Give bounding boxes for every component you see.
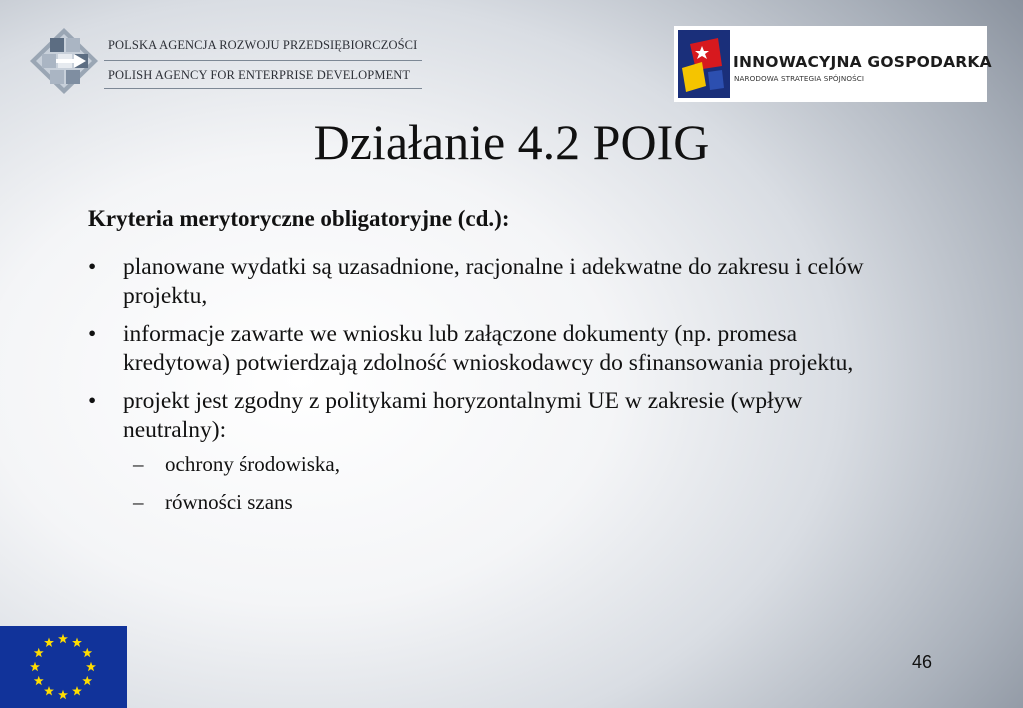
innowacyjna-gospodarka-mark-icon — [678, 30, 730, 98]
bullet-text: informacje zawarte we wniosku lub załączone dokumenty (np. promesa kredytowa) potwierdzają zdolność wnioskodawcy do sfinansowania projektu, — [123, 321, 854, 376]
sub-bullet-item: – równości szans — [123, 489, 886, 516]
agency-name-en: POLISH AGENCY FOR ENTERPRISE DEVELOPMENT — [108, 68, 411, 82]
sub-bullet-item: – ochrony środowiska, — [123, 451, 886, 478]
innowacyjna-gospodarka-logo — [674, 26, 992, 102]
page-number: 46 — [912, 652, 933, 672]
innowacyjna-gospodarka-title: INNOWACYJNA GOSPODARKA — [733, 53, 992, 71]
agency-name-pl: POLSKA AGENCJA ROZWOJU PRZEDSIĘBIORCZOŚCI — [108, 38, 418, 52]
bullet-item — [86, 387, 886, 516]
slide-title: Działanie 4.2 POIG — [313, 114, 710, 170]
parp-logo-icon — [28, 26, 100, 96]
sub-bullet-list — [123, 451, 886, 516]
bullet-text: planowane wydatki są uzasadnione, racjonalne i adekwatne do zakresu i celów projektu, — [123, 254, 864, 309]
agency-divider — [104, 88, 422, 89]
innowacyjna-gospodarka-subtitle: NARODOWA STRATEGIA SPÓJNOŚCI — [734, 74, 865, 83]
bullet-text: projekt jest zgodny z politykami horyzontalnymi UE w zakresie (wpływ neutralny): — [123, 388, 803, 443]
eu-flag-icon — [0, 626, 127, 708]
slide-subtitle: Kryteria merytoryczne obligatoryjne (cd.): — [88, 206, 510, 231]
bullet-item — [86, 253, 886, 311]
bullet-list — [86, 253, 886, 527]
agency-divider — [104, 60, 422, 61]
bullet-item — [86, 320, 886, 378]
